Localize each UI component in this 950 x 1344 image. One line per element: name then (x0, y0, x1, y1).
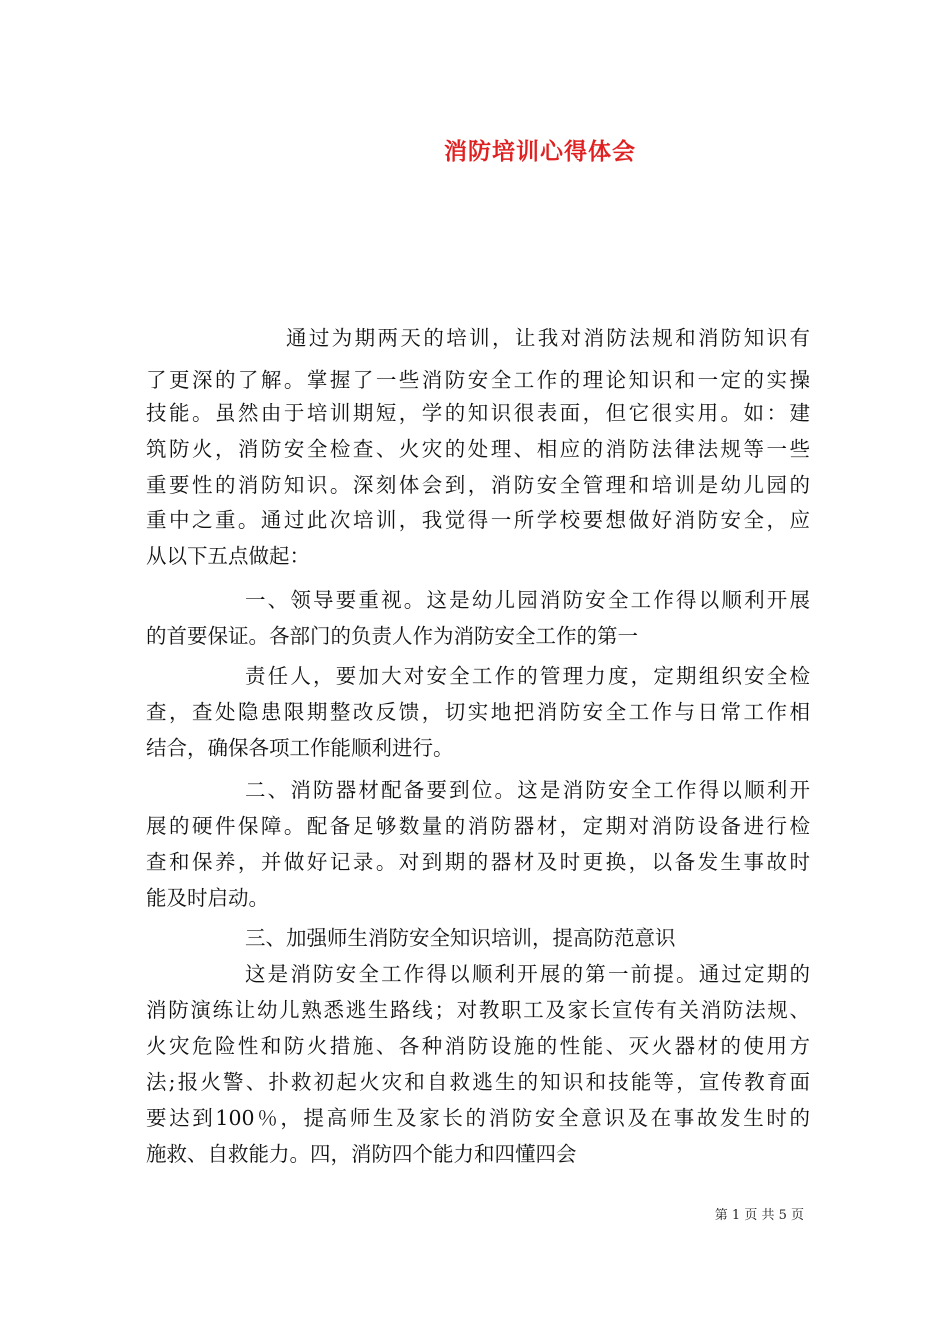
text-line: 一、领导要重视。这是幼儿园消防安全工作得以顺利开展 (245, 588, 810, 612)
text-line: 重要性的消防知识。深刻体会到，消防安全管理和培训是幼儿园的 (146, 473, 810, 497)
text-line: 筑防火，消防安全检查、火灾的处理、相应的消防法律法规等一些 (146, 437, 810, 461)
text-line: 技能。虽然由于培训期短，学的知识很表面，但它很实用。如：建 (146, 401, 810, 425)
text-line: 了更深的了解。掌握了一些消防安全工作的理论知识和一定的实操 (146, 368, 810, 392)
text-line: 通过为期两天的培训，让我对消防法规和消防知识有 (286, 326, 810, 350)
text-line: 重中之重。通过此次培训，我觉得一所学校要想做好消防安全，应 (146, 508, 810, 532)
text-line: 查，查处隐患限期整改反馈，切实地把消防安全工作与日常工作相 (146, 700, 810, 724)
text-line: 法;报火警、扑救初起火灾和自救逃生的知识和技能等，宣传教育面 (146, 1070, 810, 1094)
page-number: 第 1 页 共 5 页 (714, 1208, 804, 1223)
text-line: 要达到100％，提高师生及家长的消防安全意识及在事故发生时的 (146, 1106, 810, 1130)
text-line: 结合，确保各项工作能顺利进行。 (146, 736, 454, 760)
text-line: 二、消防器材配备要到位。这是消防安全工作得以顺利开 (245, 778, 810, 802)
text-line: 火灾危险性和防火措施、各种消防设施的性能、灭火器材的使用方 (146, 1034, 810, 1058)
text-line: 责任人，要加大对安全工作的管理力度，定期组织安全检 (245, 664, 810, 688)
text-line: 的首要保证。各部门的负责人作为消防安全工作的第一 (146, 624, 638, 648)
text-line: 能及时启动。 (146, 886, 269, 910)
text-line: 查和保养，并做好记录。对到期的器材及时更换，以备发生事故时 (146, 850, 810, 874)
document-title: 消防培训心得体会 (444, 138, 636, 165)
text-line: 施救、自救能力。四，消防四个能力和四懂四会 (146, 1142, 577, 1166)
text-line: 消防演练让幼儿熟悉逃生路线；对教职工及家长宣传有关消防法规、 (146, 998, 810, 1022)
text-line: 三、加强师生消防安全知识培训，提高防范意识 (245, 926, 676, 950)
text-line: 这是消防安全工作得以顺利开展的第一前提。通过定期的 (245, 962, 810, 986)
text-line: 展的硬件保障。配备足够数量的消防器材，定期对消防设备进行检 (146, 814, 810, 838)
text-line: 从以下五点做起： (146, 544, 310, 568)
